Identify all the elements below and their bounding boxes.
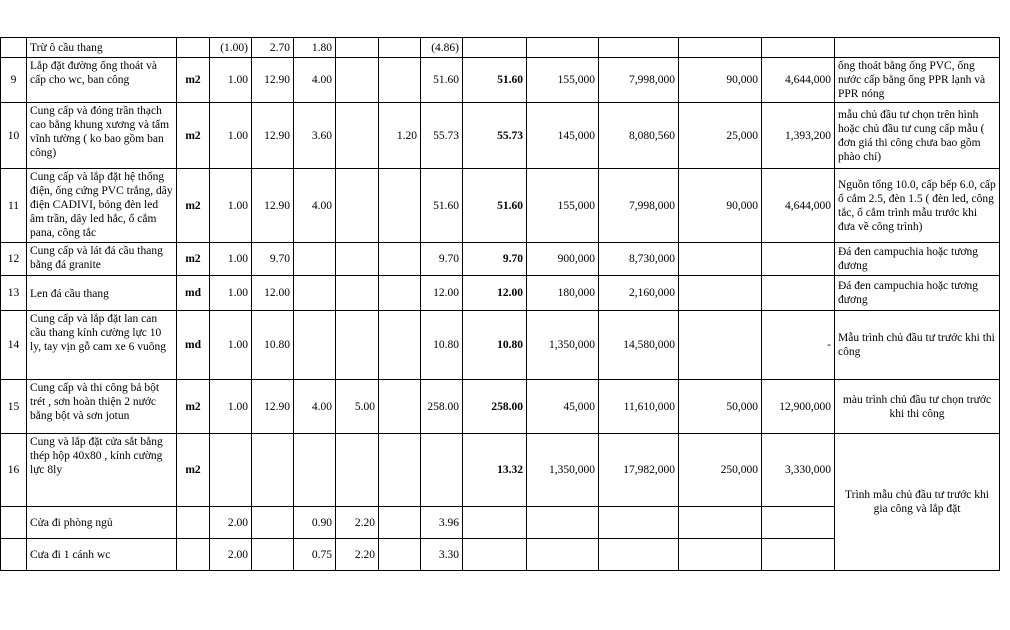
cell-quantity: 3.30 [421,539,463,571]
cell-amount: 7,998,000 [599,169,679,243]
table-row [1,380,1000,434]
cell-extra [379,539,421,571]
cell-total-quantity: 51.60 [463,58,527,103]
cell-length: 12.90 [252,380,294,434]
cell-unit-price: 145,000 [527,103,599,169]
cell-labor-amount: - [762,311,835,380]
cell-labor-amount: 12,900,000 [762,380,835,434]
cell-height: 2.20 [336,539,379,571]
cell-length: 12.90 [252,103,294,169]
cell-extra [379,58,421,103]
cell-labor-amount [762,276,835,311]
table-row [1,103,1000,169]
cell-unit: m2 [177,434,210,507]
cell-amount: 17,982,000 [599,434,679,507]
cell-unit-price: 1,350,000 [527,434,599,507]
cell-unit [177,38,210,58]
cell-stt: 15 [1,380,27,434]
cell-total-quantity [463,38,527,58]
cell-unit: m2 [177,380,210,434]
cell-unit-price [527,507,599,539]
cell-quantity: 3.96 [421,507,463,539]
cell-note: ống thoát bằng ống PVC, ống nước cấp bằng ống PPR lạnh và PPR nóng [835,58,1000,103]
cell-length: 12.90 [252,58,294,103]
cell-coefficient: 1.00 [210,380,252,434]
cell-description: Cung và lắp đặt cửa sắt bằng thép hộp 40x80 , kính cường lực 8ly [27,434,177,507]
cell-labor-price [679,243,762,276]
cell-labor-price [679,38,762,58]
cell-extra [379,169,421,243]
cell-height [336,243,379,276]
cell-note: Trình mẫu chủ đầu tư trước khi gia công và lắp đặt [835,434,1000,571]
cell-stt [1,38,27,58]
cell-labor-price [679,276,762,311]
cell-width: 0.75 [294,539,336,571]
cell-labor-price: 90,000 [679,169,762,243]
cell-amount: 2,160,000 [599,276,679,311]
cell-unit [177,507,210,539]
cell-coefficient: 1.00 [210,276,252,311]
cell-extra [379,243,421,276]
cell-unit: m2 [177,58,210,103]
cell-amount [599,507,679,539]
cell-unit: md [177,311,210,380]
cell-width [294,311,336,380]
cell-labor-amount: 4,644,000 [762,58,835,103]
cell-height [336,38,379,58]
table-row [1,58,1000,103]
cell-quantity: 258.00 [421,380,463,434]
cell-extra [379,507,421,539]
table-row [1,276,1000,311]
cell-width [294,276,336,311]
cell-amount [599,539,679,571]
cell-total-quantity: 258.00 [463,380,527,434]
cell-extra: 1.20 [379,103,421,169]
cell-note: mẫu chủ đầu tư chọn trên hình hoặc chủ đầu tư cung cấp mẫu ( đơn giá thi công chưa bao gồm phào chỉ) [835,103,1000,169]
cell-stt: 11 [1,169,27,243]
cell-height [336,276,379,311]
cell-labor-price [679,507,762,539]
cell-labor-amount: 4,644,000 [762,169,835,243]
cell-labor-amount: 1,393,200 [762,103,835,169]
cell-labor-price: 90,000 [679,58,762,103]
cell-unit-price: 155,000 [527,58,599,103]
cell-labor-price [679,311,762,380]
cell-coefficient: 2.00 [210,507,252,539]
cell-length: 2.70 [252,38,294,58]
cell-coefficient: 2.00 [210,539,252,571]
cell-total-quantity: 51.60 [463,169,527,243]
cell-length [252,539,294,571]
cell-description: Cung cấp và lắp đặt lan can cầu thang kính cường lực 10 ly, tay vịn gỗ cam xe 6 vuông [27,311,177,380]
cell-unit: md [177,276,210,311]
cell-total-quantity: 12.00 [463,276,527,311]
cell-labor-amount [762,243,835,276]
cell-quantity: (4.86) [421,38,463,58]
cell-description: Cung cấp và lát đá cầu thang bằng đá granite [27,243,177,276]
cell-stt: 10 [1,103,27,169]
cell-width: 4.00 [294,380,336,434]
cell-width: 4.00 [294,58,336,103]
cell-extra [379,276,421,311]
cell-quantity: 10.80 [421,311,463,380]
cell-description: Lắp đặt đường ống thoát và cấp cho wc, ban công [27,58,177,103]
cell-length: 12.00 [252,276,294,311]
cell-total-quantity [463,539,527,571]
cell-coefficient: 1.00 [210,311,252,380]
cell-extra [379,434,421,507]
cell-unit-price: 155,000 [527,169,599,243]
cell-length [252,434,294,507]
cell-unit-price [527,38,599,58]
cell-unit: m2 [177,169,210,243]
cell-quantity: 12.00 [421,276,463,311]
cell-quantity: 9.70 [421,243,463,276]
cell-amount: 14,580,000 [599,311,679,380]
cell-quantity [421,434,463,507]
cell-extra [379,380,421,434]
cell-unit-price: 1,350,000 [527,311,599,380]
cell-height [336,58,379,103]
cell-description: Len đá cầu thang [27,276,177,311]
cell-description: Cung cấp và lắp đặt hệ thống điện, ống cứng PVC trắng, dây điện CADIVI, bóng đèn led âm trần, dây led hắc, ổ cắm pana, công tắc [27,169,177,243]
cell-height [336,103,379,169]
cell-stt: 13 [1,276,27,311]
cell-width: 1.80 [294,38,336,58]
cell-total-quantity [463,507,527,539]
cell-coefficient: 1.00 [210,103,252,169]
cell-height [336,434,379,507]
cell-amount: 7,998,000 [599,58,679,103]
cell-labor-price: 25,000 [679,103,762,169]
cell-labor-amount [762,507,835,539]
cell-labor-amount [762,38,835,58]
cost-estimate-table [0,37,1000,571]
cell-width [294,434,336,507]
cell-note: Mẫu trình chủ đầu tư trước khi thi công [835,311,1000,380]
cell-note: màu trình chủ đầu tư chọn trước khi thi công [835,380,1000,434]
cell-stt: 9 [1,58,27,103]
cell-amount [599,38,679,58]
cell-unit-price: 900,000 [527,243,599,276]
cell-amount: 11,610,000 [599,380,679,434]
cell-width [294,243,336,276]
cell-length: 12.90 [252,169,294,243]
cell-labor-amount: 3,330,000 [762,434,835,507]
cell-length [252,507,294,539]
cell-total-quantity: 10.80 [463,311,527,380]
cell-description: Trừ ô cầu thang [27,38,177,58]
cell-width: 4.00 [294,169,336,243]
cell-coefficient: 1.00 [210,169,252,243]
cell-labor-price [679,539,762,571]
cell-description: Cửa đi phòng ngủ [27,507,177,539]
cell-coefficient: (1.00) [210,38,252,58]
cell-extra [379,311,421,380]
cell-height: 5.00 [336,380,379,434]
cell-width: 0.90 [294,507,336,539]
cell-labor-price: 50,000 [679,380,762,434]
cell-description: Cưa đi 1 cánh wc [27,539,177,571]
cell-note: Đá đen campuchia hoặc tương đương [835,276,1000,311]
cell-description: Cung cấp và thi công bả bột trét , sơn hoàn thiện 2 nước bằng bột và sơn jotun [27,380,177,434]
cell-stt [1,507,27,539]
cell-amount: 8,730,000 [599,243,679,276]
cell-height: 2.20 [336,507,379,539]
cell-labor-price: 250,000 [679,434,762,507]
cell-extra [379,38,421,58]
cell-height [336,311,379,380]
cell-coefficient: 1.00 [210,58,252,103]
cell-note [835,38,1000,58]
cell-quantity: 51.60 [421,58,463,103]
cell-height [336,169,379,243]
cell-width: 3.60 [294,103,336,169]
table-row [1,434,1000,507]
cell-note: Đá đen campuchia hoặc tương đương [835,243,1000,276]
cell-total-quantity: 13.32 [463,434,527,507]
cell-unit: m2 [177,103,210,169]
cell-coefficient [210,434,252,507]
cell-labor-amount [762,539,835,571]
cell-quantity: 51.60 [421,169,463,243]
table-row [1,311,1000,380]
cell-unit: m2 [177,243,210,276]
cell-unit-price: 180,000 [527,276,599,311]
cell-length: 9.70 [252,243,294,276]
table-row [1,169,1000,243]
cell-description: Cung cấp và đóng trần thạch cao bằng khung xương và tấm vĩnh tường ( ko bao gồm ban công) [27,103,177,169]
cell-unit [177,539,210,571]
cell-stt: 12 [1,243,27,276]
cell-total-quantity: 55.73 [463,103,527,169]
cell-stt: 14 [1,311,27,380]
cell-note: Nguồn tổng 10.0, cấp bếp 6.0, cấp ổ cắm 2.5, đèn 1.5 ( đèn led, công tắc, ổ cắm trình mẫu trước khi đưa về công trình) [835,169,1000,243]
table-row [1,243,1000,276]
cell-quantity: 55.73 [421,103,463,169]
cell-unit-price: 45,000 [527,380,599,434]
cell-stt [1,539,27,571]
table-row [1,38,1000,58]
cell-length: 10.80 [252,311,294,380]
cell-amount: 8,080,560 [599,103,679,169]
cell-stt: 16 [1,434,27,507]
cell-unit-price [527,539,599,571]
cell-coefficient: 1.00 [210,243,252,276]
cell-total-quantity: 9.70 [463,243,527,276]
